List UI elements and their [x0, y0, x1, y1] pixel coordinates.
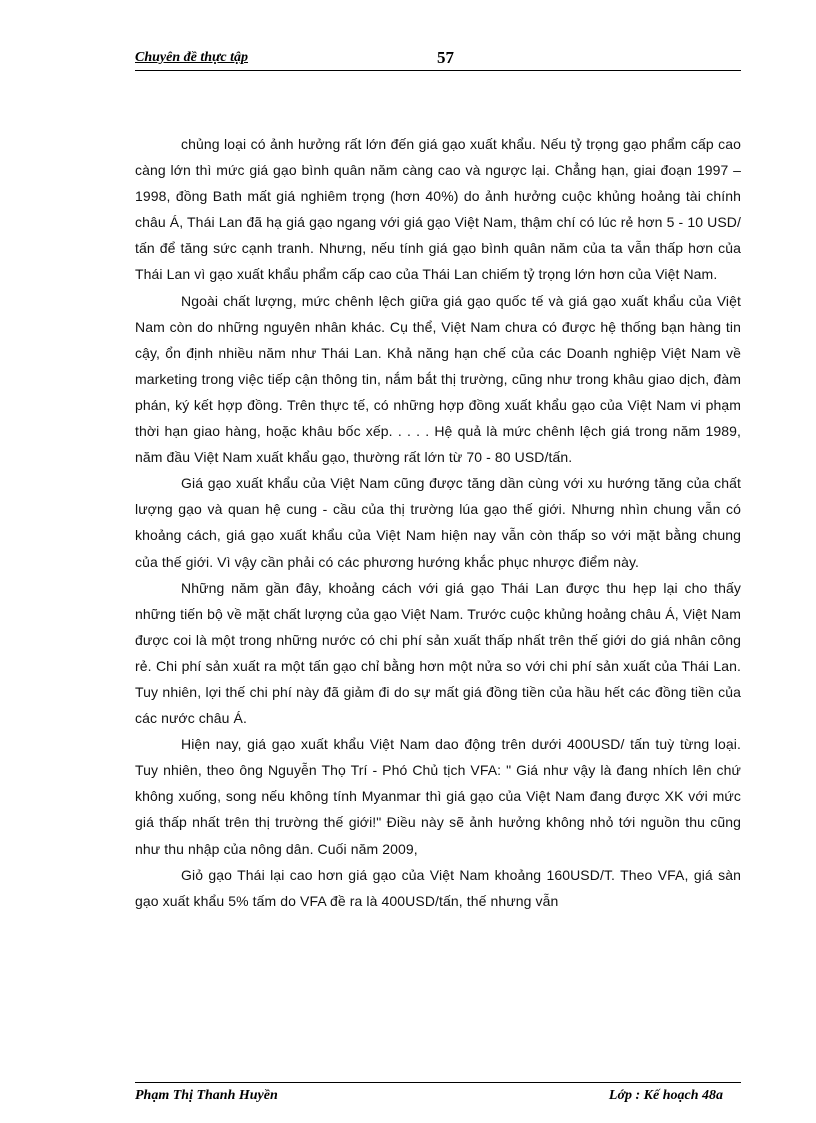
- paragraph: Giỏ gạo Thái lại cao hơn giá gạo của Việt Nam khoảng 160USD/T. Theo VFA, giá sàn gạo xuất khẩu 5% tấm do VFA đề ra là 400USD/tấn, thế nhưng vẫn: [135, 866, 741, 909]
- paragraph: Hiện nay, giá gạo xuất khẩu Việt Nam dao động trên dưới 400USD/ tấn tuỳ từng loại. Tuy nhiên, theo ông Nguyễn Thọ Trí - Phó Chủ tịch VFA: " Giá như vậy là đang nhích lên chứ không xuống, song nếu không tính Myanmar thì giá gạo của Việt Nam đang được XK với mức giá thấp nhất trên thị trường thế giới!" Điều này sẽ ảnh hưởng không nhỏ tới nguồn thu cũng như thu nhập của nông dân. Cuối năm 2009,: [135, 736, 741, 857]
- page-footer: [135, 1082, 741, 1105]
- paragraph: Những năm gần đây, khoảng cách với giá gạo Thái Lan được thu hẹp lại cho thấy những tiến bộ về mặt chất lượng của gạo Việt Nam. Trước cuộc khủng hoảng châu Á, Việt Nam được coi là một trong những nước có chi phí sản xuất thấp nhất trên thế giới do giá nhân công rẻ. Chi phí sản xuất ra một tấn gạo chỉ bằng hơn một nửa so với chi phí sản xuất của Thái Lan. Tuy nhiên, lợi thế chi phí này đã giảm đi do sự mất giá đồng tiền của hầu hết các đồng tiền của các nước châu Á.: [135, 579, 741, 727]
- paragraph: chủng loại có ảnh hưởng rất lớn đến giá gạo xuất khẩu. Nếu tỷ trọng gạo phẩm cấp cao càng lớn thì mức giá gạo bình quân năm càng cao và ngược lại. Chẳng hạn, giai đoạn 1997 – 1998, đồng Bath mất giá nghiêm trọng (hơn 40%) do ảnh hưởng cuộc khủng hoảng tài chính châu Á, Thái Lan đã hạ giá gạo ngang với giá gạo Việt Nam, thậm chí có lúc rẻ hơn 5 - 10 USD/ tấn để tăng sức cạnh tranh. Nhưng, nếu tính giá gạo bình quân năm của ta vẫn thấp hơn của Thái Lan vì gạo xuất khẩu phẩm cấp cao của Thái Lan chiếm tỷ trọng lớn hơn của Việt Nam.: [135, 136, 741, 283]
- page-number: 57: [437, 48, 454, 67]
- document-body: [135, 131, 741, 914]
- paragraph: Ngoài chất lượng, mức chênh lệch giữa giá gạo quốc tế và giá gạo xuất khẩu của Việt Nam còn do những nguyên nhân khác. Cụ thể, Việt Nam chưa có được hệ thống bạn hàng tin cậy, ổn định nhiều năm như Thái Lan. Khả năng hạn chế của các Doanh nghiệp Việt Nam về marketing trong việc tiếp cận thông tin, nắm bắt thị trường, cũng như trong khâu giao dịch, đàm phán, ký kết hợp đồng. Trên thực tế, có những hợp đồng xuất khẩu gạo của Việt Nam vi phạm thời hạn giao hàng, hoặc khâu bốc xếp. . . . . Hệ quả là mức chênh lệch giá trong năm 1989, năm đầu Việt Nam xuất khẩu gạo, thường rất lớn từ 70 - 80 USD/tấn.: [135, 292, 741, 466]
- class-label: Lớp : Kế hoạch 48a: [608, 1088, 723, 1103]
- paragraph: Giá gạo xuất khẩu của Việt Nam cũng được tăng dần cùng với xu hướng tăng của chất lượng gạo và quan hệ cung - cầu của thị trường lúa gạo thế giới. Nhưng nhìn chung vẫn có khoảng cách, giá gạo xuất khẩu của Việt Nam hiện nay vẫn còn thấp so với mặt bằng chung của thế giới. Vì vậy cần phải có các phương hướng khắc phục nhược điểm này.: [135, 475, 741, 570]
- page-header: [135, 48, 741, 71]
- document-title: Chuyên đề thực tập: [135, 50, 249, 65]
- author-name: Phạm Thị Thanh Huyền: [135, 1088, 278, 1103]
